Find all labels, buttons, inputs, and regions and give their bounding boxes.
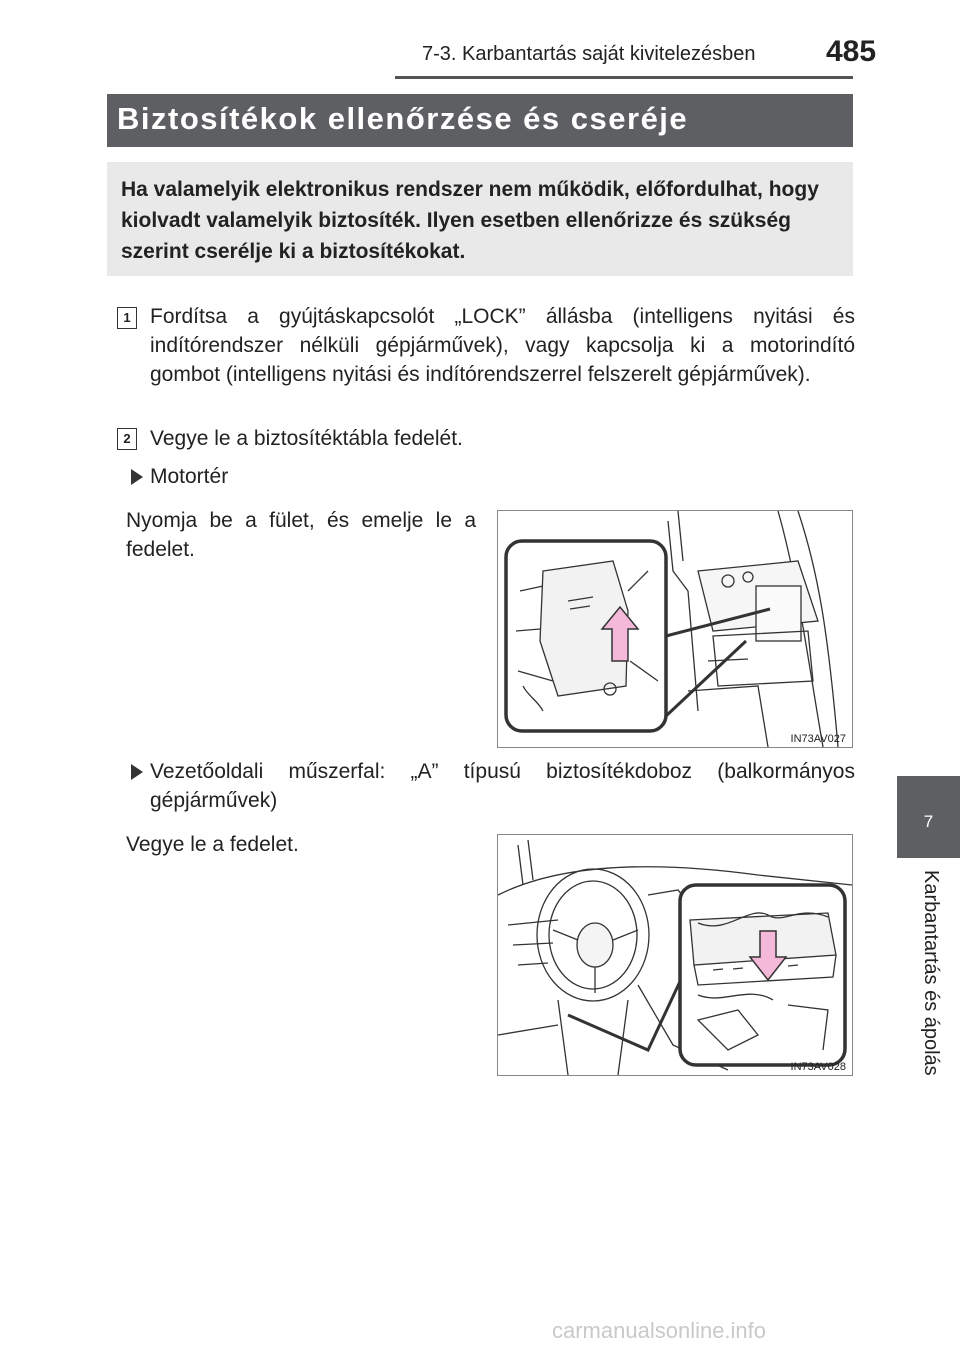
engine-fuse-box-illustration xyxy=(498,511,852,747)
step-1-text: Fordítsa a gyújtáskapcsolót „LOCK” állásba (intelligens nyitási és indítórendszer nélküli gépjárművek), vagy kapcsolja ki a motorindító gombot (intelligens nyitási és indítórendszerrel felszerelt gépjárművek). xyxy=(150,305,855,386)
section-heading-engine: Motortér xyxy=(150,465,229,488)
step-badge-1: 1 xyxy=(117,307,137,329)
page-title: Biztosítékok ellenőrzése és cseréje xyxy=(117,101,689,136)
figure-code-engine: IN73AV027 xyxy=(790,733,846,745)
figure-engine-fuse-box xyxy=(497,510,853,748)
header-rule xyxy=(395,76,853,79)
chapter-label: Karbantartás és ápolás xyxy=(920,870,942,1076)
section-heading-dashboard: Vezetőoldali műszerfal: „A” típusú biztosítékdoboz (balkormányos gépjárművek) xyxy=(150,760,855,812)
intro-text: Ha valamelyik elektronikus rendszer nem működik, előfordulhat, hogy kiolvadt valamelyik biztosíték. Ilyen esetben ellenőrizze és szükség szerint cserélje ki a biztosítékokat. xyxy=(121,178,819,263)
step-badge-2: 2 xyxy=(117,428,137,450)
bullet-arrow-icon xyxy=(131,764,143,780)
bullet-arrow-icon xyxy=(131,469,143,485)
chapter-tab xyxy=(897,776,960,858)
header-section-title: 7-3. Karbantartás saját kivitelezésben xyxy=(422,43,756,65)
title-band xyxy=(107,94,853,147)
section-text-dashboard: Vegye le a fedelet. xyxy=(126,833,299,856)
dashboard-fuse-box-illustration xyxy=(498,835,852,1075)
intro-box xyxy=(107,162,853,276)
step-2-text: Vegye le a biztosítéktábla fedelét. xyxy=(150,427,463,450)
chapter-number: 7 xyxy=(923,812,934,831)
section-text-engine: Nyomja be a fület, és emelje le a fedelet. xyxy=(126,509,476,561)
figure-dashboard-fuse-box xyxy=(497,834,853,1076)
footer-watermark: carmanualsonline.info xyxy=(552,1318,767,1343)
figure-code-dashboard: IN73AV028 xyxy=(790,1061,846,1073)
page-number: 485 xyxy=(826,35,877,68)
